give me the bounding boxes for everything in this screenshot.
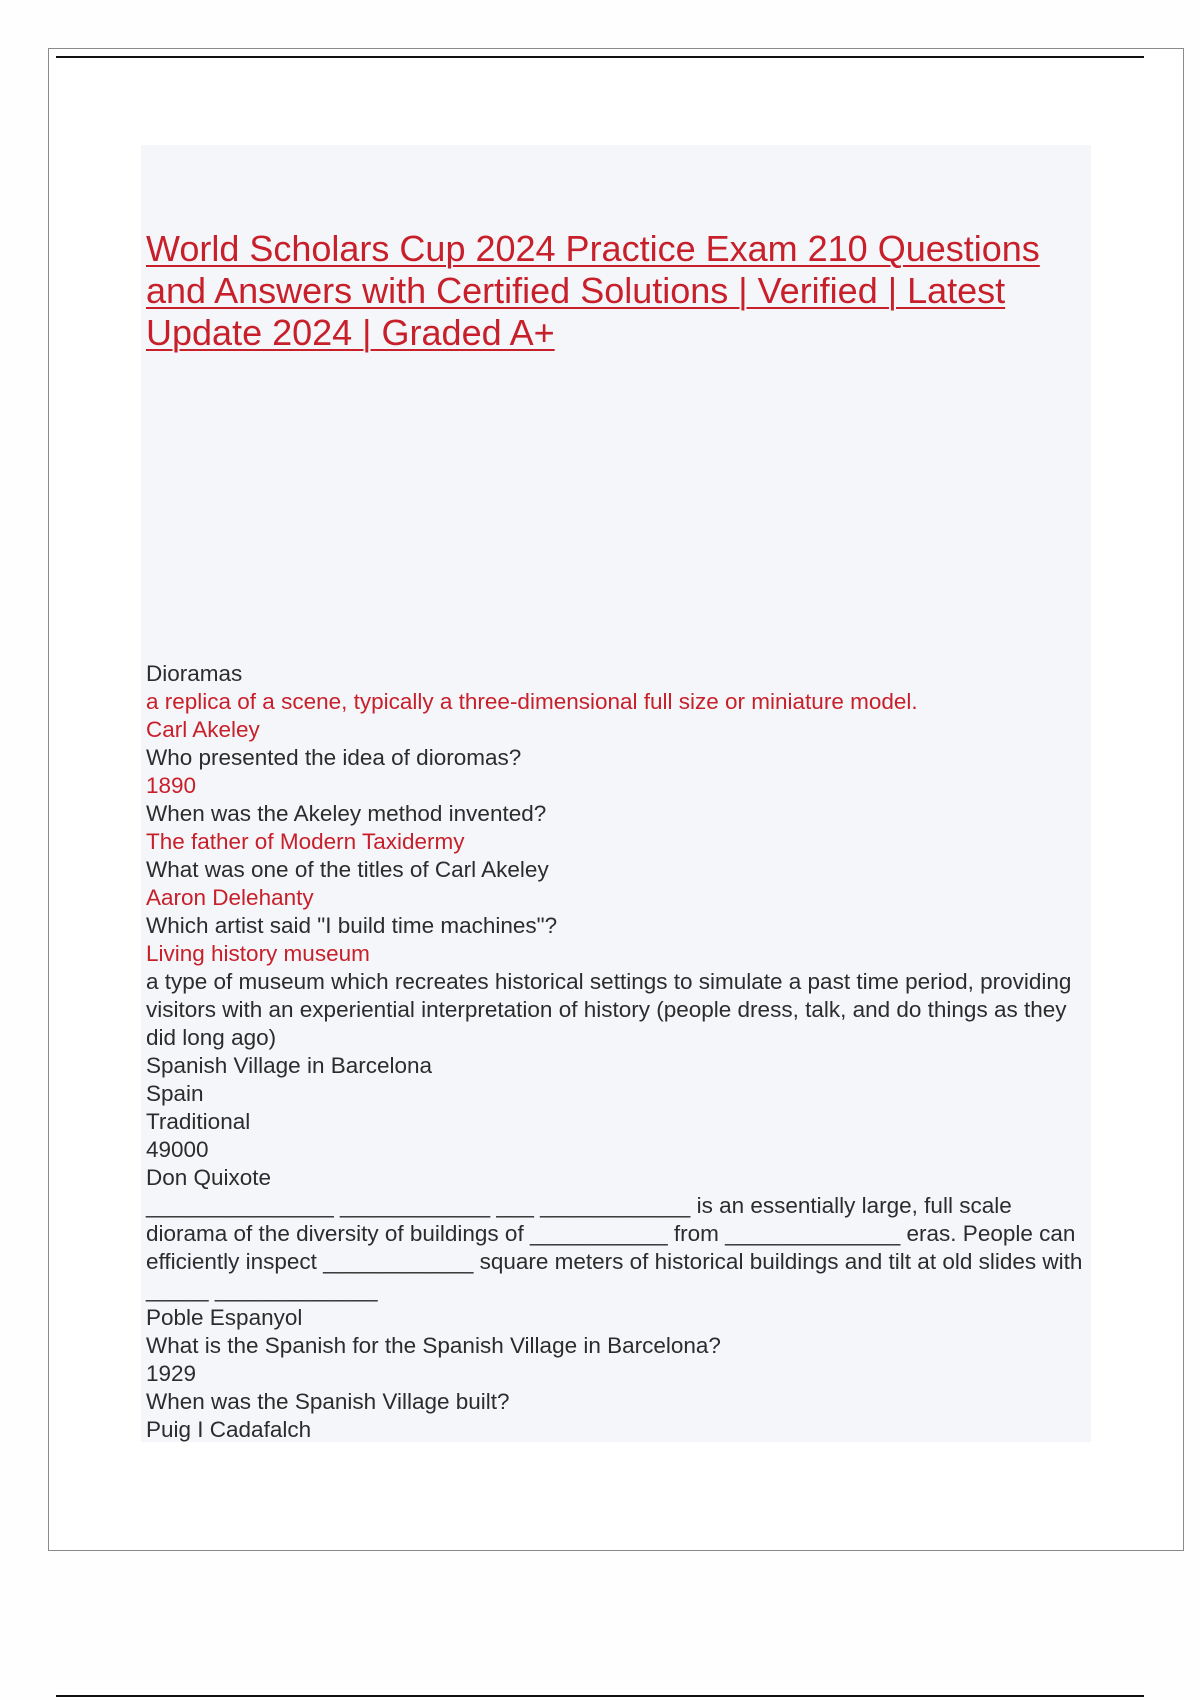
answer-line: Carl Akeley: [146, 717, 260, 742]
term-line: Don Quixote: [146, 1165, 272, 1190]
question-line: Who presented the idea of dioromas?: [146, 745, 522, 770]
fill-in-blank-line: _______________ ____________ ___ ____________ is an essentially large, full scale diorama of the diversity of buildings of ___________ from ______________ eras. People can efficiently inspect ____________ square meters of historical buildings and tilt at old slides with _____ _____________: [146, 1193, 1089, 1302]
top-rule: [56, 56, 1144, 58]
term-line: Puig I Cadafalch: [146, 1417, 312, 1442]
question-line: What is the Spanish for the Spanish Village in Barcelona?: [146, 1333, 721, 1358]
question-line: When was the Spanish Village built?: [146, 1389, 510, 1414]
term-line: Spanish Village in Barcelona: [146, 1053, 433, 1078]
document-title: World Scholars Cup 2024 Practice Exam 210 Questions and Answers with Certified Solutions | Verified | Latest Update 2024 | Graded A+: [146, 228, 1040, 353]
bottom-rule: [56, 1695, 1144, 1697]
qa-list: [146, 660, 1089, 1444]
term-line: Spain: [146, 1081, 204, 1106]
answer-line: Aaron Delehanty: [146, 885, 314, 910]
question-line: Which artist said "I build time machines"?: [146, 913, 558, 938]
question-line: When was the Akeley method invented?: [146, 801, 547, 826]
term-line: Traditional: [146, 1109, 251, 1134]
answer-line: Living history museum: [146, 941, 370, 966]
term-line: Dioramas: [146, 661, 243, 686]
term-line: 1929: [146, 1361, 197, 1386]
definition-line: a type of museum which recreates historical settings to simulate a past time period, providing visitors with an experiential interpretation of history (people dress, talk, and do things as they did long ago): [146, 969, 1072, 1050]
term-line: Poble Espanyol: [146, 1305, 303, 1330]
question-line: What was one of the titles of Carl Akeley: [146, 857, 549, 882]
answer-line: 1890: [146, 773, 197, 798]
answer-line: The father of Modern Taxidermy: [146, 829, 465, 854]
term-line: 49000: [146, 1137, 209, 1162]
answer-line: a replica of a scene, typically a three-dimensional full size or miniature model.: [146, 689, 918, 714]
